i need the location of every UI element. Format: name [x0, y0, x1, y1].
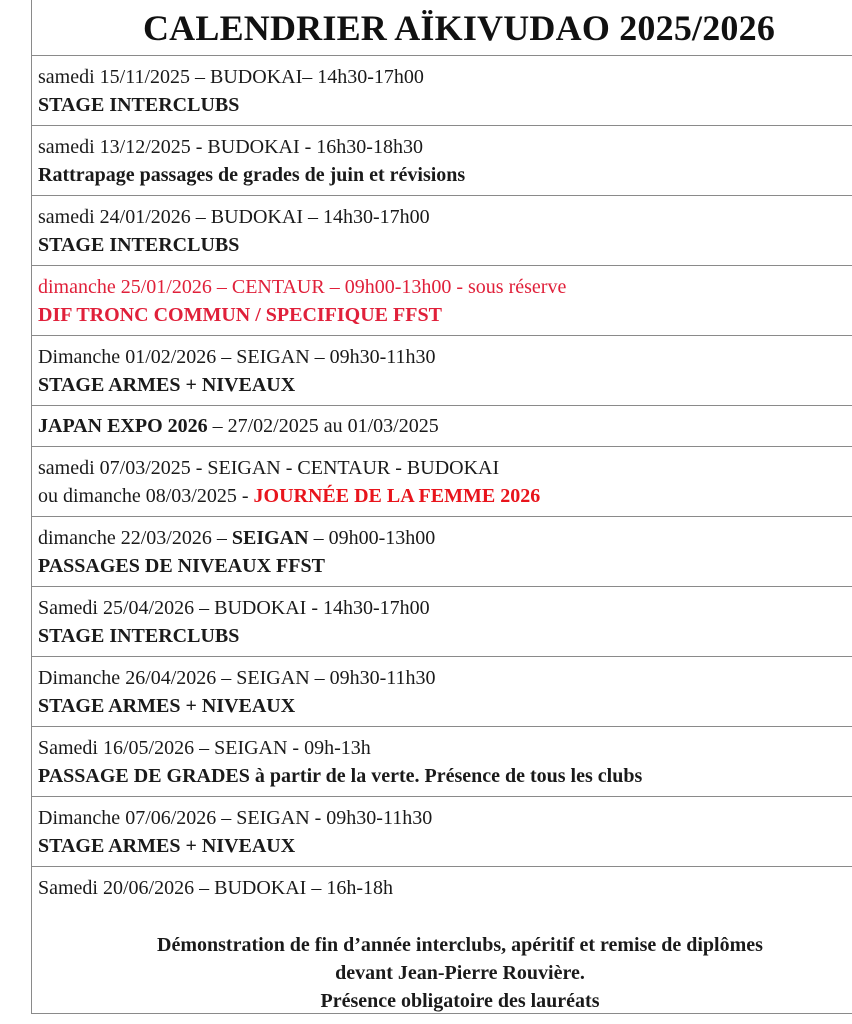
calendar-document: [31, 0, 852, 1014]
event-row: [32, 447, 852, 517]
event-date: Dimanche 26/04/2026 – SEIGAN – 09h30-11h30: [38, 667, 436, 689]
event-date: samedi 13/12/2025 - BUDOKAI - 16h30-18h30: [38, 136, 423, 158]
event-description: STAGE ARMES + NIVEAUX: [38, 374, 296, 396]
event-time: – 09h00-13h00: [308, 527, 436, 549]
event-venue: SEIGAN: [231, 527, 309, 549]
event-row: [32, 797, 852, 867]
event-line: [38, 482, 852, 510]
event-row: [32, 336, 852, 406]
demonstration-note: [38, 931, 852, 1015]
event-line: [38, 412, 852, 440]
event-date: dimanche 25/01/2026 – CENTAUR – 09h00-13h00 - sous réserve: [38, 276, 567, 298]
event-row-final: [32, 867, 852, 1022]
event-row: [32, 126, 852, 196]
event-description: DIF TRONC COMMUN / SPECIFIQUE FFST: [38, 304, 442, 326]
event-date: Dimanche 07/06/2026 – SEIGAN - 09h30-11h30: [38, 807, 433, 829]
event-row: [32, 406, 852, 447]
event-description: [38, 762, 852, 790]
demonstration-line: Démonstration de fin d’année interclubs, apéritif et remise de diplômes: [157, 934, 763, 956]
event-date: Samedi 25/04/2026 – BUDOKAI - 14h30-17h00: [38, 597, 430, 619]
event-description: STAGE INTERCLUBS: [38, 625, 240, 647]
event-row: [32, 727, 852, 797]
event-date: samedi 15/11/2025 – BUDOKAI– 14h30-17h00: [38, 66, 424, 88]
event-description: STAGE INTERCLUBS: [38, 94, 240, 116]
event-row: [32, 56, 852, 126]
event-date: samedi 24/01/2026 – BUDOKAI – 14h30-17h00: [38, 206, 430, 228]
event-date-alt: ou dimanche 08/03/2025 -: [38, 485, 254, 507]
event-highlight: JOURNÉE DE LA FEMME 2026: [253, 485, 541, 507]
event-date: dimanche 22/03/2026 –: [38, 527, 232, 549]
event-dates: – 27/02/2025 au 01/03/2025: [207, 415, 439, 437]
event-line: [38, 524, 852, 552]
event-name: JAPAN EXPO 2026: [38, 415, 208, 437]
event-date: Dimanche 01/02/2026 – SEIGAN – 09h30-11h30: [38, 346, 436, 368]
event-description-main: PASSAGE DE GRADES: [38, 765, 250, 787]
event-description: STAGE ARMES + NIVEAUX: [38, 695, 296, 717]
event-description-rest: à partir de la verte. Présence de tous les clubs: [249, 765, 643, 787]
event-description: STAGE INTERCLUBS: [38, 234, 240, 256]
event-row: [32, 517, 852, 587]
page-title: CALENDRIER AÏKIVUDAO 2025/2026: [32, 0, 852, 56]
event-description: Rattrapage passages de grades de juin et révisions: [38, 164, 466, 186]
event-date: samedi 07/03/2025 - SEIGAN - CENTAUR - BUDOKAI: [38, 457, 500, 479]
event-date: Samedi 16/05/2026 – SEIGAN - 09h-13h: [38, 737, 371, 759]
event-date: Samedi 20/06/2026 – BUDOKAI – 16h-18h: [38, 877, 393, 899]
demonstration-line: Présence obligatoire des lauréats: [320, 990, 600, 1012]
event-description: STAGE ARMES + NIVEAUX: [38, 835, 296, 857]
event-row-highlighted: [32, 266, 852, 336]
event-description: PASSAGES DE NIVEAUX FFST: [38, 555, 325, 577]
event-row: [32, 196, 852, 266]
event-row: [32, 657, 852, 727]
event-row: [32, 587, 852, 657]
demonstration-line: devant Jean-Pierre Rouvière.: [335, 962, 585, 984]
